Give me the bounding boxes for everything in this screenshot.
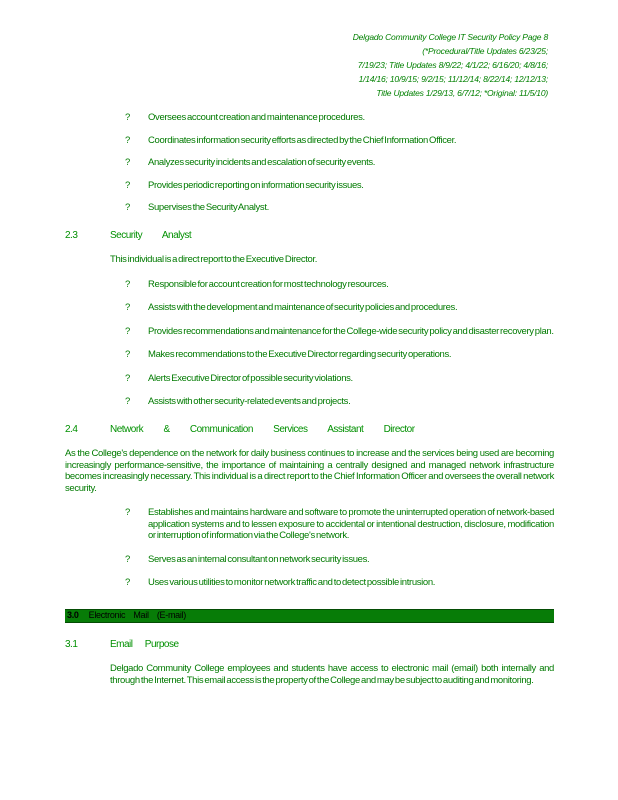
list-item bbox=[65, 180, 554, 192]
section-number: 3.1 bbox=[65, 638, 78, 650]
list-item bbox=[65, 349, 554, 361]
list-item bbox=[65, 135, 554, 147]
bullet-icon: ? bbox=[125, 507, 130, 518]
list-item-text: Provides recommendations and maintenance for the College-wide security policy and disaster recovery plan. bbox=[148, 325, 554, 337]
list-item-text: Makes recommendations to the Executive Director regarding security operations. bbox=[148, 349, 452, 360]
bullet-icon: ? bbox=[125, 372, 130, 384]
header-line: 1/14/16; 10/9/15; 9/2/15; 11/12/14; 8/22/14; 12/12/13; bbox=[358, 74, 548, 84]
list-item-text: Uses various utilities to monitor network traffic and to detect possible intrusion. bbox=[148, 577, 436, 588]
section-heading-2-4 bbox=[65, 424, 554, 436]
page-header bbox=[218, 30, 548, 100]
bullet-icon: ? bbox=[125, 179, 130, 191]
list-item-text: Oversees account creation and maintenance procedures. bbox=[148, 112, 365, 123]
banner-number: 3.0 bbox=[67, 609, 79, 620]
duties-list bbox=[65, 112, 554, 214]
section-title: Network & Communication Services Assistant Director bbox=[110, 423, 415, 435]
section-number: 2.3 bbox=[65, 229, 78, 241]
list-item-text: Analyzes security incidents and escalation of security events. bbox=[148, 157, 376, 168]
list-item bbox=[65, 554, 554, 566]
section-heading-2-3 bbox=[65, 230, 554, 242]
section-2-4-list bbox=[65, 507, 554, 589]
list-item-text: Supervises the Security Analyst. bbox=[148, 202, 269, 213]
bullet-icon: ? bbox=[125, 553, 130, 565]
list-item-text: Coordinates information security efforts as directed by the Chief Information Officer. bbox=[148, 134, 457, 146]
section-2-4-intro: As the College's dependence on the network for daily business continues to increase and the services being used are becoming increasingly performance-sensitive, the importance of maintaining a centrally designed and managed network infrastructure becomes increasingly necessary. This individual is a direct report to the Chief Information Officer and oversees the overall network security. bbox=[65, 448, 554, 494]
list-item bbox=[65, 577, 554, 589]
section-title: Email Purpose bbox=[110, 638, 179, 650]
list-item-text: Assists with other security-related events and projects. bbox=[148, 396, 351, 407]
bullet-icon: ? bbox=[125, 396, 130, 407]
list-item-text: Alerts Executive Director of possible security violations. bbox=[148, 372, 353, 384]
list-item bbox=[65, 157, 554, 169]
section-title: Security Analyst bbox=[110, 229, 192, 241]
list-item-text: Establishes and maintains hardware and software to promote the uninterrupted operation of network-based application systems and to lessen exposure to accidental or intentional destruction, disclosure, modification or interruption of information via the College's network. bbox=[148, 507, 554, 541]
list-item bbox=[65, 396, 554, 408]
header-line: (*Procedural/Title Updates 6/23/25; bbox=[422, 46, 548, 56]
bullet-icon: ? bbox=[125, 325, 130, 337]
document-body bbox=[65, 112, 554, 699]
list-item-text: Provides periodic reporting on information security issues. bbox=[148, 179, 364, 191]
bullet-icon: ? bbox=[125, 202, 130, 213]
list-item bbox=[65, 112, 554, 124]
bullet-icon: ? bbox=[125, 112, 130, 123]
header-line: Delgado Community College IT Security Policy Page 8 bbox=[352, 32, 548, 42]
header-line: 7/19/23; Title Updates 8/9/22; 4/1/22; 6/16/20; 4/8/16; bbox=[357, 60, 548, 70]
section-banner-3-0 bbox=[65, 609, 554, 623]
list-item bbox=[65, 202, 554, 214]
bullet-icon: ? bbox=[125, 278, 130, 290]
banner-title: Electronic Mail (E-mail) bbox=[88, 609, 186, 620]
list-item-text: Serves as an internal consultant on network security issues. bbox=[148, 553, 370, 565]
list-item-text: Responsible for account creation for most technology resources. bbox=[148, 278, 389, 290]
bullet-icon: ? bbox=[125, 134, 130, 146]
section-heading-3-1 bbox=[65, 639, 554, 651]
list-item bbox=[65, 302, 554, 314]
bullet-icon: ? bbox=[125, 302, 130, 313]
section-2-3-list bbox=[65, 279, 554, 408]
section-2-3-intro: This individual is a direct report to the Executive Director. bbox=[110, 254, 318, 265]
bullet-icon: ? bbox=[125, 157, 130, 168]
list-item bbox=[65, 507, 554, 542]
bullet-icon: ? bbox=[125, 349, 130, 360]
bullet-icon: ? bbox=[125, 577, 130, 588]
list-item bbox=[65, 279, 554, 291]
list-item bbox=[65, 326, 554, 338]
section-3-1-intro: Delgado Community College employees and students have access to electronic mail (email) both internally and through the Internet. This email access is the property of the College and may be subject to auditing and monitoring. bbox=[110, 663, 554, 686]
list-item-text: Assists with the development and maintenance of security policies and procedures. bbox=[148, 302, 458, 313]
list-item bbox=[65, 373, 554, 385]
section-number: 2.4 bbox=[65, 423, 78, 435]
header-line: Title Updates 1/29/13, 6/7/12; *Original: 11/5/10) bbox=[376, 88, 548, 98]
